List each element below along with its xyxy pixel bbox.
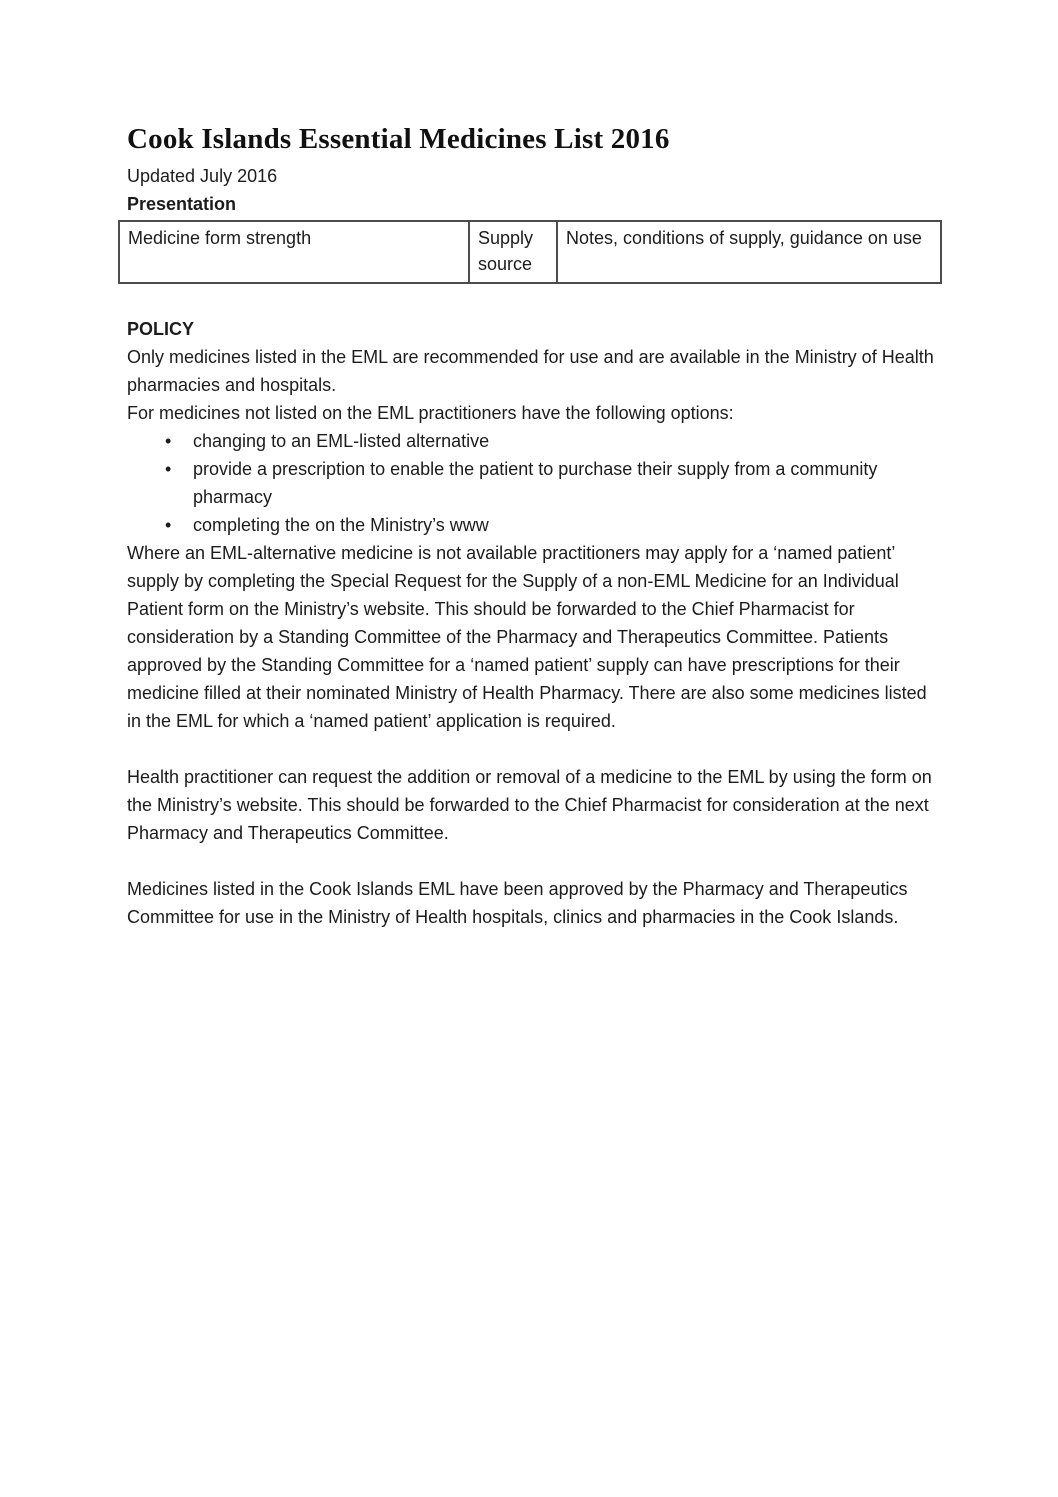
- policy-options-list: [127, 427, 939, 539]
- bullet-icon: •: [165, 431, 172, 451]
- table-header-row: [119, 221, 941, 283]
- list-item: [127, 427, 939, 455]
- option-text: provide a prescription to enable the patient to purchase their supply from a community pharmacy: [193, 459, 878, 507]
- list-item: [127, 455, 939, 511]
- bullet-icon: •: [165, 515, 172, 535]
- policy-options-lead: For medicines not listed on the EML practitioners have the following options:: [127, 403, 734, 423]
- document-title: Cook Islands Essential Medicines List 2016: [127, 123, 670, 155]
- table-header-medicine-form-strength: Medicine form strength: [119, 221, 469, 283]
- bullet-icon: •: [165, 459, 172, 479]
- named-patient-paragraph: Where an EML-alternative medicine is not available practitioners may apply for a ‘named patient’ supply by completing the Special Request for the Supply of a non-EML Medicine for an Individual Patient form on the Ministry’s website. This should be forwarded to the Chief Pharmacist for consideration by a Standing Committee of the Pharmacy and Therapeutics Committee. Patients approved by the Standing Committee for a ‘named patient’ supply can have prescriptions for their medicine filled at their nominated Ministry of Health Pharmacy. There are also some medicines listed in the EML for which a ‘named patient’ application is required.: [127, 543, 927, 731]
- request-addition-paragraph: Health practitioner can request the addition or removal of a medicine to the EML by using the form on the Ministry’s website. This should be forwarded to the Chief Pharmacist for consideration at the next Pharmacy and Therapeutics Committee.: [127, 767, 932, 843]
- policy-heading: POLICY: [127, 319, 195, 339]
- option-text: completing the on the Ministry’s www: [193, 515, 489, 535]
- list-item: [127, 511, 939, 539]
- updated-date-line: Updated July 2016: [127, 166, 278, 186]
- table-header-supply-source: Supply source: [469, 221, 557, 283]
- presentation-heading: Presentation: [127, 194, 237, 214]
- option-text: changing to an EML-listed alternative: [193, 431, 490, 451]
- approval-paragraph: Medicines listed in the Cook Islands EML have been approved by the Pharmacy and Therapeutics Committee for use in the Ministry of Health hospitals, clinics and pharmacies in the Cook Islands.: [127, 879, 908, 927]
- policy-intro-paragraph: Only medicines listed in the EML are recommended for use and are available in the Ministry of Health pharmacies and hospitals.: [127, 347, 934, 395]
- table-header-notes: Notes, conditions of supply, guidance on use: [557, 221, 941, 283]
- presentation-legend-table: [118, 220, 942, 284]
